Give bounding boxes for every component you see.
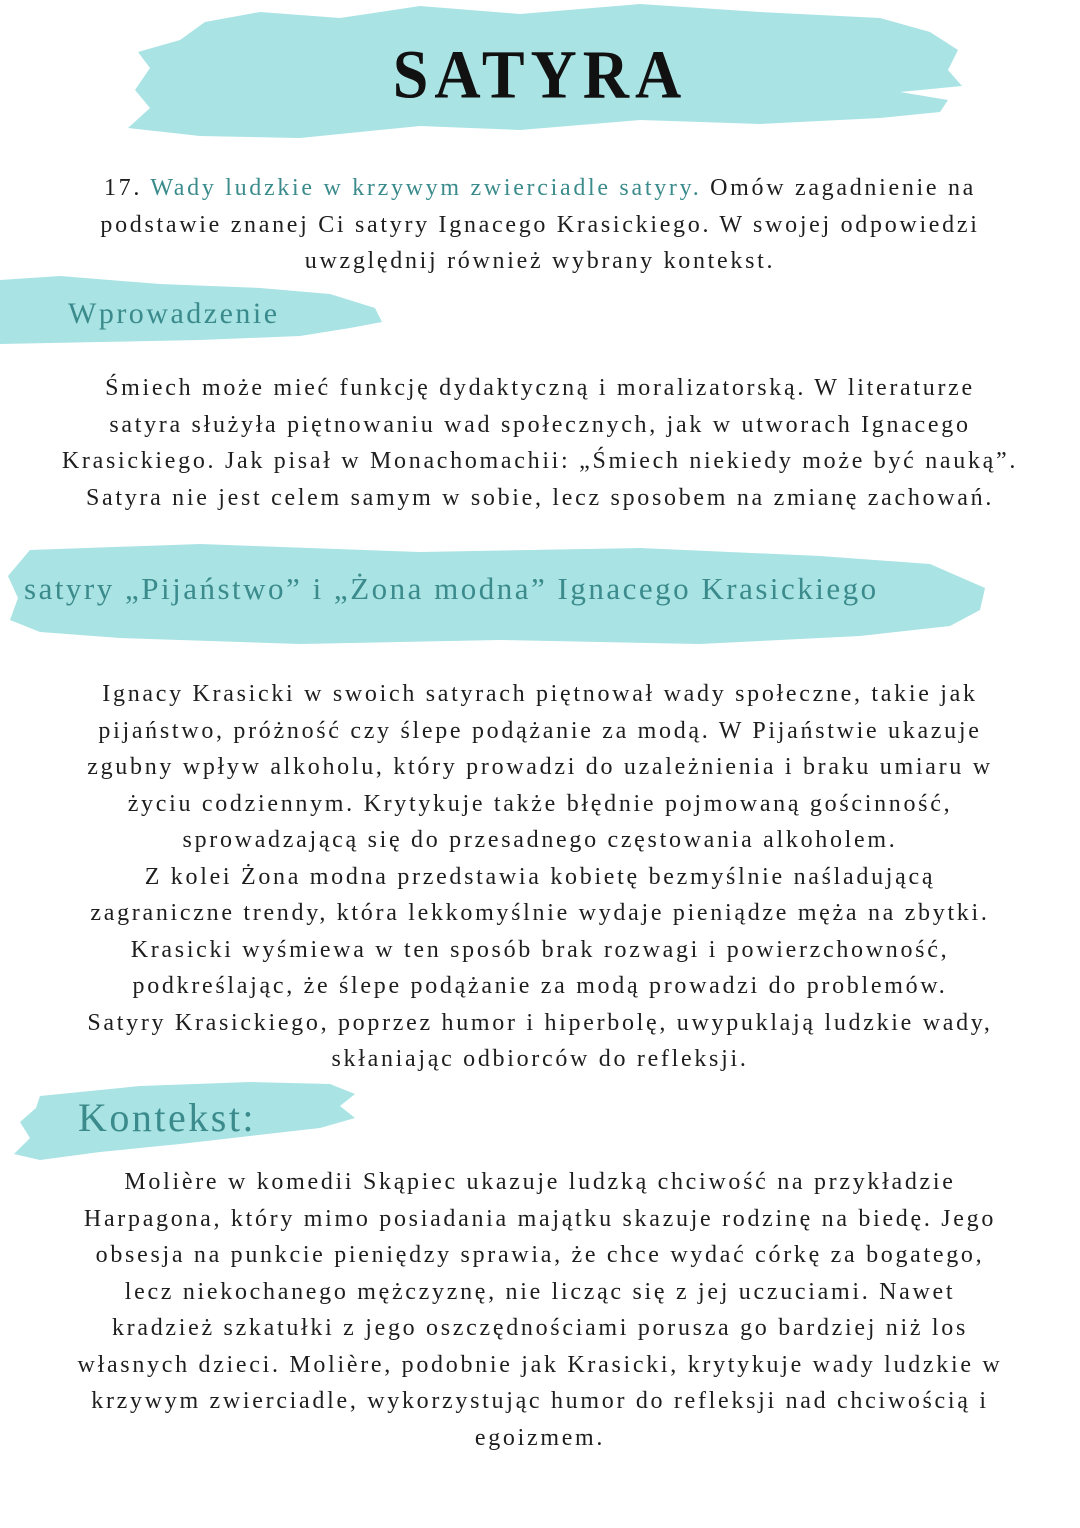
text-line: krzywym zwierciadle, wykorzystując humor do refleksji nad chciwością i [91, 1388, 989, 1414]
text-line: Krasickiego. Jak pisał w Monachomachii: „Śmiech niekiedy może być nauką”. [61, 448, 1019, 474]
text-line: Satyry Krasickiego, poprzez humor i hiperbolę, uwypuklają ludzkie wady, [87, 1009, 993, 1036]
text-line: Harpagona, który mimo posiadania majątku skazuje rodzinę na biedę. Jego [83, 1205, 997, 1232]
question [0, 170, 1080, 280]
text-line: egoizmem. [474, 1424, 606, 1451]
context-paragraph [0, 1164, 1080, 1456]
text-line: sprowadzającą się do przesadnego częstowania alkoholem. [182, 827, 898, 853]
text-line: Krasicki wyśmiewa w ten sposób brak rozwagi i powierzchowność, [130, 936, 950, 963]
text-line: zagraniczne trendy, która lekkomyślnie wydaje pieniądze męża na zbytki. [90, 900, 990, 926]
text-line: Z kolei Żona modna przedstawia kobietę bezmyślnie naśladującą [144, 863, 936, 890]
text-line: Ignacy Krasicki w swoich satyrach piętnował wady społeczne, takie jak [102, 681, 978, 707]
question-text: podstawie znanej Ci satyry Ignacego Krasickiego. W swojej odpowiedzi [100, 211, 980, 238]
question-number: 17. [103, 175, 143, 201]
text-line: Satyra nie jest celem samym w sobie, lecz sposobem na zmianę zachowań. [85, 484, 995, 511]
text-line: lecz niekochanego mężczyznę, nie licząc się z jej uczuciami. Nawet [124, 1278, 956, 1305]
text-line: kradzież szkatułki z jego oszczędnościami porusza go bardziej niż los [111, 1315, 969, 1341]
text-line: życiu codziennym. Krytykuje także błędnie pojmowaną gościnność, [127, 790, 953, 817]
text-line: pijaństwo, próżność czy ślepe podążanie za modą. W Pijaństwie ukazuje [98, 717, 982, 744]
satires-paragraph [0, 676, 1080, 1078]
question-text: uwzględnij również wybrany kontekst. [304, 248, 776, 274]
text-line: skłaniając odbiorców do refleksji. [331, 1046, 749, 1072]
text-line: satyra służyła piętnowaniu wad społecznych, jak w utworach Ignacego [109, 411, 971, 438]
text-line: Śmiech może mieć funkcję dydaktyczną i moralizatorską. W literaturze [105, 375, 975, 401]
intro-heading: Wprowadzenie [68, 297, 280, 330]
text-line: obsesja na punkcie pieniędzy sprawia, że chce wydać córkę za bogatego, [95, 1242, 985, 1268]
intro-paragraph [0, 370, 1080, 516]
context-heading: Kontekst: [78, 1095, 257, 1140]
text-line: Molière w komedii Skąpiec ukazuje ludzką chciwość na przykładzie [124, 1169, 956, 1195]
question-topic: Wady ludzkie w krzywym zwierciadle satyry. [150, 175, 702, 201]
page-title: SATYRA [392, 36, 688, 113]
question-text: Omów zagadnienie na [710, 175, 977, 201]
text-line: podkreślając, że ślepe podążanie za modą prowadzi do problemów. [132, 973, 948, 999]
text-line: zgubny wpływ alkoholu, który prowadzi do uzależnienia i braku umiaru w [87, 754, 993, 780]
text-line: własnych dzieci. Molière, podobnie jak Krasicki, krytykuje wady ludzkie w [77, 1351, 1003, 1378]
satires-heading: satyry „Pijaństwo” i „Żona modna” Ignacego Krasickiego [24, 571, 879, 606]
